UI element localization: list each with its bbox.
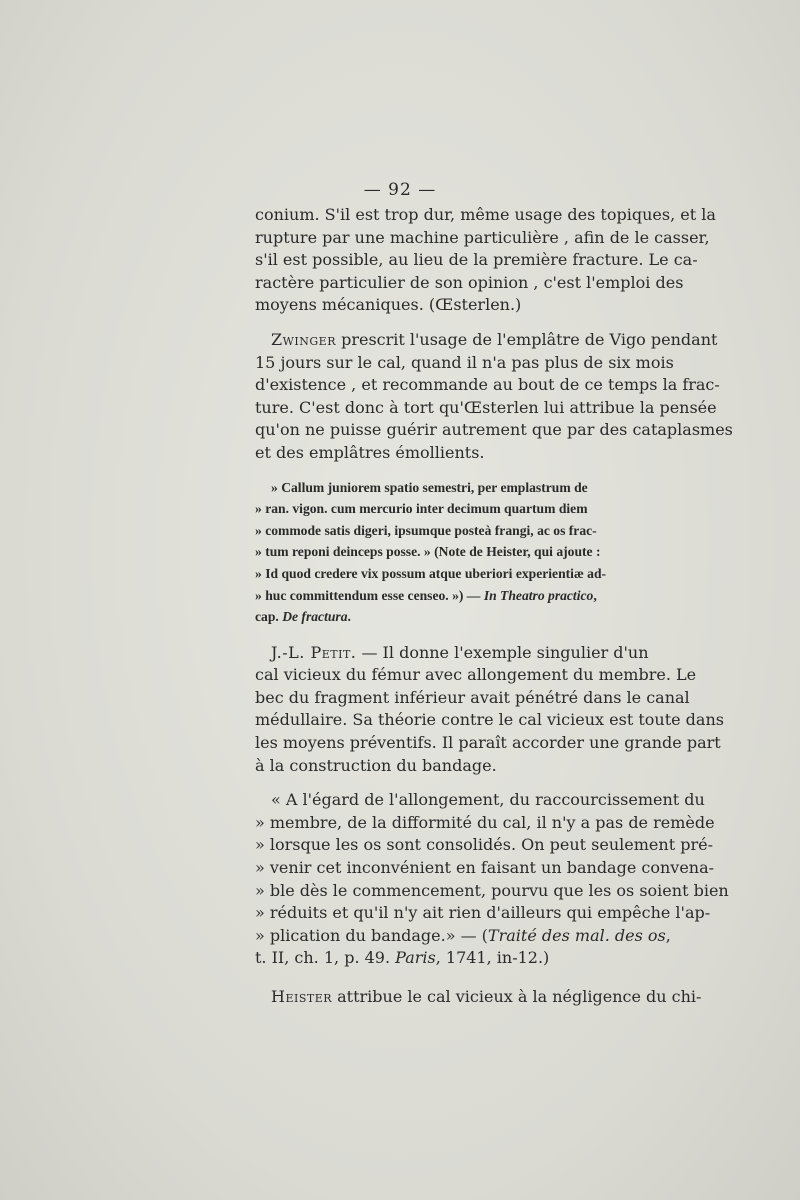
author-name: J.-L. Petit. [271, 642, 357, 662]
quote-line: » Callum juniorem spatio semestri, per emplastrum de [271, 479, 588, 495]
text-line: 15 jours sur le cal, quand il n'a pas plus de six mois [255, 352, 674, 372]
petit-quote [255, 789, 729, 970]
quote-line: » ble dès le commencement, pourvu que les os soient bien [255, 880, 729, 900]
quote-line: » membre, de la difformité du cal, il n'y a pas de remède [255, 812, 715, 832]
text-line: conium. S'il est trop dur, même usage des topiques, et la [255, 205, 716, 224]
text-line: cal vicieux du fémur avec allongement du membre. Le [255, 665, 697, 685]
citation-punct: , [665, 925, 671, 945]
text-line: moyens mécaniques. (Œsterlen.) [255, 295, 522, 315]
page-number: — 92 — [363, 180, 437, 200]
text-line: bec du fragment inférieur avait pénétré dans le canal [255, 687, 690, 707]
quote-line: » commode satis digeri, ipsumque posteà frangi, ac os frac- [255, 522, 597, 538]
text-line: et des emplâtres émollients. [255, 442, 485, 462]
text-line: ture. C'est donc à tort qu'Œsterlen lui attribue la pensée [255, 397, 717, 417]
quote-line: » Id quod credere vix possum atque uberiori experientiæ ad- [255, 565, 607, 581]
text-line: rupture par une machine particulière , afin de le casser, [255, 227, 710, 247]
paragraph-zwinger [255, 329, 733, 465]
paragraph-petit [255, 642, 724, 778]
quote-line: » tum reponi deinceps posse. » (Note de Heister, qui ajoute : [255, 544, 601, 560]
quote-line: » huc committendum esse censeo. ») — [255, 587, 481, 603]
author-name: Heister [271, 987, 333, 1006]
text-line: — Il donne l'exemple singulier d'un [356, 642, 649, 662]
quote-line: » lorsque les os sont consolidés. On peut seulement pré- [255, 835, 713, 855]
citation-cap: cap. [255, 609, 283, 625]
text-line: qu'on ne puisse guérir autrement que par des cataplasmes [255, 420, 733, 440]
text-line: ractère particulier de son opinion , c'est l'emploi des [255, 272, 684, 292]
text-line: les moyens préventifs. Il paraît accorder une grande part [255, 733, 721, 753]
paragraph-oesterlen [255, 204, 716, 317]
text-line: s'il est possible, au lieu de la première fracture. Le ca- [255, 250, 698, 270]
citation-punct: , [593, 587, 597, 603]
quote-line: » réduits et qu'il n'y ait rien d'ailleurs qui empêche l'ap- [255, 903, 711, 923]
page-text [255, 204, 733, 1021]
author-name: Zwinger [271, 329, 336, 349]
quote-line: » venir cet inconvénient en faisant un bandage convena- [255, 858, 715, 878]
citation-place: Paris [395, 948, 436, 968]
quote-line: » plication du bandage.» — ( [255, 925, 488, 945]
text-line: d'existence , et recommande au bout de ce temps la frac- [255, 375, 720, 395]
quote-line: « A l'égard de l'allongement, du raccourcissement du [271, 790, 705, 810]
latin-quote [255, 477, 681, 628]
quote-line: » ran. vigon. cum mercurio inter decimum quartum diem [255, 501, 588, 517]
paragraph-heister [255, 986, 702, 1009]
text-line: prescrit l'usage de l'emplâtre de Vigo pendant [336, 329, 718, 349]
citation-volume: t. II, ch. 1, p. 49. [255, 948, 396, 968]
citation-punct: . [347, 609, 351, 625]
citation-section: De fractura [282, 609, 348, 625]
text-line: attribue le cal vicieux à la négligence du chi- [332, 987, 702, 1006]
citation-date: , 1741, in-12.) [435, 948, 550, 968]
citation-title: In Theatro practico [483, 587, 594, 603]
text-line: à la construction du bandage. [255, 755, 497, 775]
text-line: médullaire. Sa théorie contre le cal vicieux est toute dans [255, 710, 724, 730]
citation-title: Traité des mal. des os [487, 925, 666, 945]
